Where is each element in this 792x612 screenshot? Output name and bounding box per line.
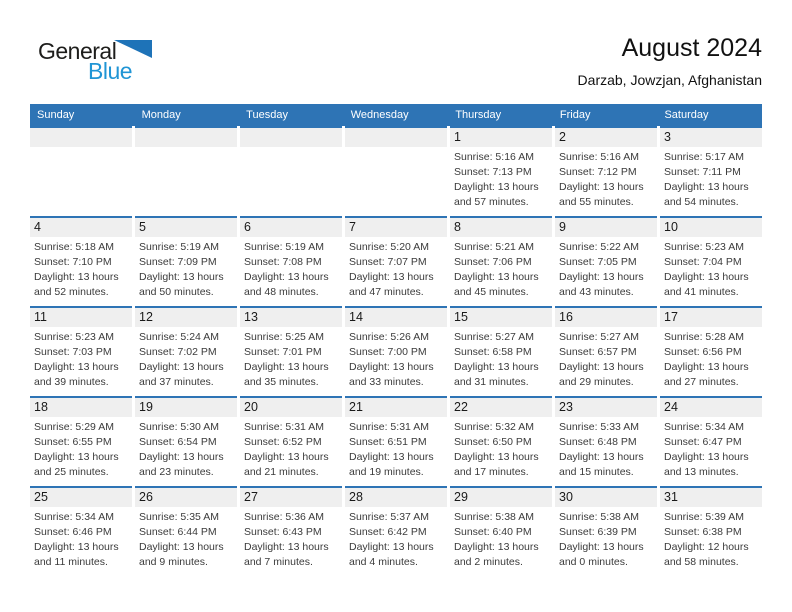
week-row-4 (30, 396, 762, 486)
sunset-text: Sunset: 7:08 PM (244, 256, 322, 268)
day-number-band (30, 218, 132, 237)
sunset-text: Sunset: 6:51 PM (349, 436, 427, 448)
daylight-text: Daylight: 13 hours and 29 minutes. (559, 361, 644, 388)
daylight-text: Daylight: 13 hours and 45 minutes. (454, 271, 539, 298)
daylight-text: Daylight: 12 hours and 58 minutes. (664, 541, 749, 568)
daylight-text: Daylight: 13 hours and 13 minutes. (664, 451, 749, 478)
daylight-text: Daylight: 13 hours and 0 minutes. (559, 541, 644, 568)
daylight-text: Daylight: 13 hours and 2 minutes. (454, 541, 539, 568)
daylight-text: Daylight: 13 hours and 33 minutes. (349, 361, 434, 388)
day-details (555, 507, 657, 570)
day-number-band (345, 128, 447, 147)
sunrise-text: Sunrise: 5:29 AM (34, 421, 114, 433)
day-number: 23 (559, 400, 573, 414)
day-number: 16 (559, 310, 573, 324)
weekday-header-wednesday: Wednesday (350, 109, 409, 121)
sunset-text: Sunset: 7:12 PM (559, 166, 637, 178)
week-row-3 (30, 306, 762, 396)
day-number: 9 (559, 220, 566, 234)
day-number-band (555, 128, 657, 147)
day-details (555, 237, 657, 300)
day-number: 19 (139, 400, 153, 414)
day-cell-22 (450, 396, 552, 486)
sunrise-text: Sunrise: 5:27 AM (559, 331, 639, 343)
sunrise-text: Sunrise: 5:18 AM (34, 241, 114, 253)
day-cell-12 (135, 306, 237, 396)
day-cell-24 (660, 396, 762, 486)
day-number: 2 (559, 130, 566, 144)
daylight-text: Daylight: 13 hours and 37 minutes. (139, 361, 224, 388)
logo-triangle-icon (114, 40, 152, 63)
day-details (345, 417, 447, 480)
sunset-text: Sunset: 7:02 PM (139, 346, 217, 358)
day-number-band (135, 488, 237, 507)
day-details (450, 327, 552, 390)
daylight-text: Daylight: 13 hours and 17 minutes. (454, 451, 539, 478)
sunrise-text: Sunrise: 5:33 AM (559, 421, 639, 433)
day-cell-empty (30, 126, 132, 216)
day-number-band (135, 218, 237, 237)
day-cell-9 (555, 216, 657, 306)
day-cell-2 (555, 126, 657, 216)
day-details (240, 507, 342, 570)
day-number-band (135, 308, 237, 327)
sunrise-text: Sunrise: 5:16 AM (559, 151, 639, 163)
sunset-text: Sunset: 6:42 PM (349, 526, 427, 538)
weekday-header-friday: Friday (559, 109, 591, 121)
day-number-band (30, 488, 132, 507)
sunrise-text: Sunrise: 5:26 AM (349, 331, 429, 343)
day-cell-empty (135, 126, 237, 216)
daylight-text: Daylight: 13 hours and 43 minutes. (559, 271, 644, 298)
day-cell-8 (450, 216, 552, 306)
sunrise-text: Sunrise: 5:16 AM (454, 151, 534, 163)
sunset-text: Sunset: 7:01 PM (244, 346, 322, 358)
day-number: 15 (454, 310, 468, 324)
day-number-band (450, 218, 552, 237)
logo-text-general: General (38, 38, 117, 64)
day-details (135, 237, 237, 300)
day-cell-23 (555, 396, 657, 486)
sunrise-text: Sunrise: 5:22 AM (559, 241, 639, 253)
sunset-text: Sunset: 7:03 PM (34, 346, 112, 358)
day-details (660, 327, 762, 390)
day-number: 20 (244, 400, 258, 414)
day-number-band (555, 218, 657, 237)
calendar-weeks (30, 126, 762, 576)
day-cell-7 (345, 216, 447, 306)
day-number: 4 (34, 220, 41, 234)
daylight-text: Daylight: 13 hours and 4 minutes. (349, 541, 434, 568)
sunset-text: Sunset: 6:47 PM (664, 436, 742, 448)
sunset-text: Sunset: 7:13 PM (454, 166, 532, 178)
day-details (450, 507, 552, 570)
day-number: 24 (664, 400, 678, 414)
day-details (345, 327, 447, 390)
sunset-text: Sunset: 7:05 PM (559, 256, 637, 268)
day-cell-11 (30, 306, 132, 396)
day-cell-21 (345, 396, 447, 486)
sunset-text: Sunset: 6:43 PM (244, 526, 322, 538)
general-blue-logo (38, 38, 178, 85)
day-number: 29 (454, 490, 468, 504)
sunset-text: Sunset: 7:09 PM (139, 256, 217, 268)
day-cell-18 (30, 396, 132, 486)
day-cell-27 (240, 486, 342, 576)
day-cell-26 (135, 486, 237, 576)
day-details (240, 327, 342, 390)
sunrise-text: Sunrise: 5:34 AM (664, 421, 744, 433)
sunrise-text: Sunrise: 5:35 AM (139, 511, 219, 523)
daylight-text: Daylight: 13 hours and 21 minutes. (244, 451, 329, 478)
day-cell-empty (345, 126, 447, 216)
day-number: 3 (664, 130, 671, 144)
day-number: 14 (349, 310, 363, 324)
day-number: 1 (454, 130, 461, 144)
day-number-band (450, 488, 552, 507)
sunset-text: Sunset: 7:07 PM (349, 256, 427, 268)
day-details (345, 237, 447, 300)
day-cell-empty (240, 126, 342, 216)
sunrise-text: Sunrise: 5:23 AM (664, 241, 744, 253)
day-cell-28 (345, 486, 447, 576)
sunset-text: Sunset: 6:48 PM (559, 436, 637, 448)
daylight-text: Daylight: 13 hours and 15 minutes. (559, 451, 644, 478)
sunrise-text: Sunrise: 5:24 AM (139, 331, 219, 343)
calendar-table (30, 104, 762, 576)
daylight-text: Daylight: 13 hours and 31 minutes. (454, 361, 539, 388)
day-number-band (450, 398, 552, 417)
day-number-band (240, 308, 342, 327)
day-cell-6 (240, 216, 342, 306)
day-number: 6 (244, 220, 251, 234)
daylight-text: Daylight: 13 hours and 25 minutes. (34, 451, 119, 478)
day-details (30, 327, 132, 390)
sunset-text: Sunset: 6:57 PM (559, 346, 637, 358)
day-number-band (555, 308, 657, 327)
daylight-text: Daylight: 13 hours and 57 minutes. (454, 181, 539, 208)
sunset-text: Sunset: 6:46 PM (34, 526, 112, 538)
day-cell-3 (660, 126, 762, 216)
day-number-band (30, 398, 132, 417)
day-number-band (345, 218, 447, 237)
week-row-1 (30, 126, 762, 216)
sunset-text: Sunset: 7:11 PM (664, 166, 741, 178)
day-number-band (555, 398, 657, 417)
daylight-text: Daylight: 13 hours and 41 minutes. (664, 271, 749, 298)
sunrise-text: Sunrise: 5:30 AM (139, 421, 219, 433)
sunrise-text: Sunrise: 5:17 AM (664, 151, 744, 163)
day-number: 25 (34, 490, 48, 504)
daylight-text: Daylight: 13 hours and 39 minutes. (34, 361, 119, 388)
sunset-text: Sunset: 6:58 PM (454, 346, 532, 358)
weekday-header-monday: Monday (141, 109, 181, 121)
day-details (555, 417, 657, 480)
day-number: 7 (349, 220, 356, 234)
sunrise-text: Sunrise: 5:28 AM (664, 331, 744, 343)
daylight-text: Daylight: 13 hours and 35 minutes. (244, 361, 329, 388)
day-number-band (240, 488, 342, 507)
daylight-text: Daylight: 13 hours and 7 minutes. (244, 541, 329, 568)
sunrise-text: Sunrise: 5:37 AM (349, 511, 429, 523)
day-number: 10 (664, 220, 678, 234)
sunrise-text: Sunrise: 5:21 AM (454, 241, 534, 253)
day-number-band (240, 128, 342, 147)
day-details (135, 417, 237, 480)
sunrise-text: Sunrise: 5:19 AM (244, 241, 324, 253)
sunrise-text: Sunrise: 5:19 AM (139, 241, 219, 253)
day-number: 28 (349, 490, 363, 504)
day-cell-30 (555, 486, 657, 576)
sunset-text: Sunset: 6:50 PM (454, 436, 532, 448)
daylight-text: Daylight: 13 hours and 9 minutes. (139, 541, 224, 568)
day-number-band (660, 488, 762, 507)
day-number-band (450, 128, 552, 147)
day-cell-29 (450, 486, 552, 576)
day-number: 21 (349, 400, 363, 414)
day-number-band (555, 488, 657, 507)
sunrise-text: Sunrise: 5:20 AM (349, 241, 429, 253)
sunset-text: Sunset: 6:38 PM (664, 526, 742, 538)
day-number-band (660, 128, 762, 147)
daylight-text: Daylight: 13 hours and 52 minutes. (34, 271, 119, 298)
daylight-text: Daylight: 13 hours and 48 minutes. (244, 271, 329, 298)
weekday-header-tuesday: Tuesday (246, 109, 288, 121)
day-details (555, 327, 657, 390)
day-details (30, 417, 132, 480)
sunset-text: Sunset: 6:54 PM (139, 436, 217, 448)
day-details (660, 507, 762, 570)
day-number-band (30, 308, 132, 327)
sunset-text: Sunset: 6:44 PM (139, 526, 217, 538)
daylight-text: Daylight: 13 hours and 47 minutes. (349, 271, 434, 298)
day-details (30, 237, 132, 300)
day-number-band (135, 128, 237, 147)
sunset-text: Sunset: 7:04 PM (664, 256, 742, 268)
day-details (660, 237, 762, 300)
day-number: 22 (454, 400, 468, 414)
sunset-text: Sunset: 7:10 PM (34, 256, 112, 268)
day-cell-15 (450, 306, 552, 396)
daylight-text: Daylight: 13 hours and 27 minutes. (664, 361, 749, 388)
weekday-header-thursday: Thursday (455, 109, 502, 121)
day-cell-20 (240, 396, 342, 486)
day-number: 12 (139, 310, 153, 324)
day-details (450, 147, 552, 210)
day-number: 18 (34, 400, 48, 414)
day-details (30, 507, 132, 570)
sunrise-text: Sunrise: 5:36 AM (244, 511, 324, 523)
sunset-text: Sunset: 6:55 PM (34, 436, 112, 448)
page-title: August 2024 (621, 34, 762, 62)
day-number: 17 (664, 310, 678, 324)
day-number-band (135, 398, 237, 417)
day-number: 27 (244, 490, 258, 504)
day-cell-4 (30, 216, 132, 306)
day-number: 11 (34, 310, 47, 324)
daylight-text: Daylight: 13 hours and 11 minutes. (34, 541, 119, 568)
day-cell-1 (450, 126, 552, 216)
sunrise-text: Sunrise: 5:39 AM (664, 511, 744, 523)
daylight-text: Daylight: 13 hours and 55 minutes. (559, 181, 644, 208)
daylight-text: Daylight: 13 hours and 23 minutes. (139, 451, 224, 478)
weekday-header-row (30, 104, 762, 126)
day-cell-10 (660, 216, 762, 306)
day-number-band (660, 308, 762, 327)
day-cell-31 (660, 486, 762, 576)
day-number-band (345, 308, 447, 327)
title-block (578, 34, 762, 88)
day-details (135, 327, 237, 390)
sunrise-text: Sunrise: 5:23 AM (34, 331, 114, 343)
day-details (660, 417, 762, 480)
day-details (555, 147, 657, 210)
day-cell-25 (30, 486, 132, 576)
day-number-band (240, 218, 342, 237)
sunrise-text: Sunrise: 5:27 AM (454, 331, 534, 343)
week-row-2 (30, 216, 762, 306)
day-details (240, 417, 342, 480)
sunrise-text: Sunrise: 5:32 AM (454, 421, 534, 433)
day-details (345, 507, 447, 570)
day-cell-19 (135, 396, 237, 486)
day-details (450, 237, 552, 300)
sunrise-text: Sunrise: 5:38 AM (454, 511, 534, 523)
day-number-band (660, 218, 762, 237)
day-number-band (240, 398, 342, 417)
sunrise-text: Sunrise: 5:34 AM (34, 511, 114, 523)
day-number: 13 (244, 310, 258, 324)
day-cell-13 (240, 306, 342, 396)
day-number-band (345, 398, 447, 417)
logo-text-blue: Blue (88, 58, 133, 84)
weekday-header-sunday: Sunday (37, 109, 75, 121)
day-number: 26 (139, 490, 153, 504)
day-cell-5 (135, 216, 237, 306)
sunset-text: Sunset: 7:00 PM (349, 346, 427, 358)
sunset-text: Sunset: 6:52 PM (244, 436, 322, 448)
day-details (240, 237, 342, 300)
sunset-text: Sunset: 6:39 PM (559, 526, 637, 538)
week-row-5 (30, 486, 762, 576)
sunrise-text: Sunrise: 5:31 AM (244, 421, 324, 433)
day-number-band (660, 398, 762, 417)
day-cell-14 (345, 306, 447, 396)
day-cell-17 (660, 306, 762, 396)
sunset-text: Sunset: 6:56 PM (664, 346, 742, 358)
daylight-text: Daylight: 13 hours and 19 minutes. (349, 451, 434, 478)
sunset-text: Sunset: 7:06 PM (454, 256, 532, 268)
sunrise-text: Sunrise: 5:25 AM (244, 331, 324, 343)
daylight-text: Daylight: 13 hours and 50 minutes. (139, 271, 224, 298)
day-number-band (30, 128, 132, 147)
day-number: 5 (139, 220, 146, 234)
sunrise-text: Sunrise: 5:38 AM (559, 511, 639, 523)
day-number-band (345, 488, 447, 507)
daylight-text: Daylight: 13 hours and 54 minutes. (664, 181, 749, 208)
day-number: 31 (664, 490, 678, 504)
sunrise-text: Sunrise: 5:31 AM (349, 421, 429, 433)
sunset-text: Sunset: 6:40 PM (454, 526, 532, 538)
page-subtitle: Darzab, Jowzjan, Afghanistan (577, 72, 762, 88)
day-number: 8 (454, 220, 461, 234)
day-cell-16 (555, 306, 657, 396)
day-details (660, 147, 762, 210)
day-details (450, 417, 552, 480)
day-details (135, 507, 237, 570)
day-number-band (450, 308, 552, 327)
day-number: 30 (559, 490, 573, 504)
weekday-header-saturday: Saturday (664, 109, 709, 121)
